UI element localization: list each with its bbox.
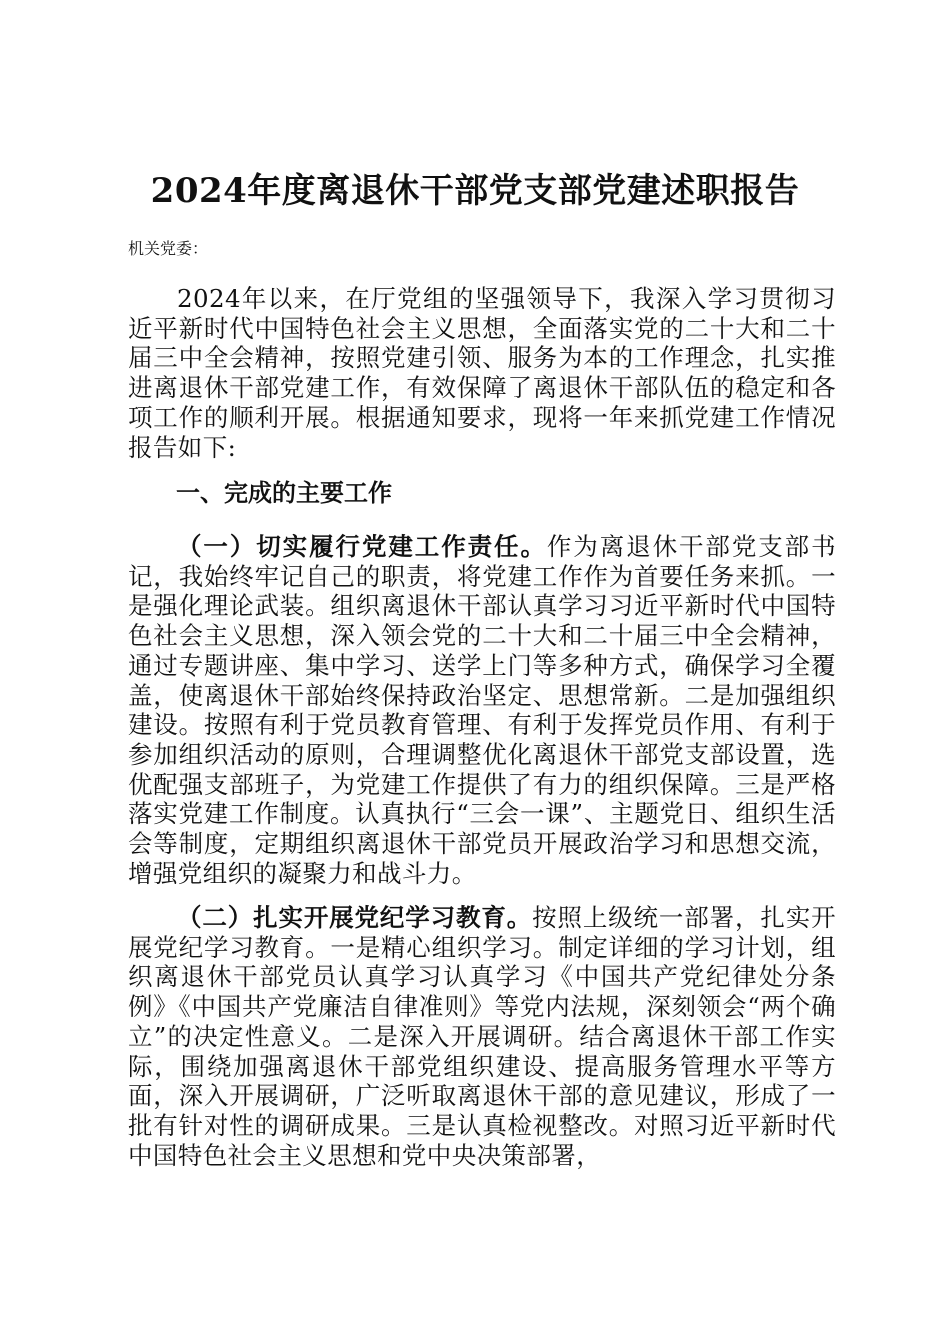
subsection-2-text: 按照上级统一部署，扎实开展党纪学习教育。一是精心组织学习。制定详细的学习计划，组织离退休干部党员认真学习认真学习《中国共产党纪律处分条例》《中国共产党廉洁自律准则》等党内法规，深刻领会“两个确立”的决定性意义。二是深入开展调研。结合离退休干部工作实际，围绕加强离退休干部党组织建设、提高服务管理水平等方面，深入开展调研，广泛听取离退休干部的意见建议，形成了一批有针对性的调研成果。三是认真检视整改。对照习近平新时代中国特色社会主义思想和党中央决策部署，: [128, 903, 836, 1170]
subsection-1-text: 作为离退休干部党支部书记，我始终牢记自己的职责，将党建工作作为首要任务来抓。一是强化理论武装。组织离退休干部认真学习习近平新时代中国特色社会主义思想，深入领会党的二十大和二十届三中全会精神，通过专题讲座、集中学习、送学上门等多种方式，确保学习全覆盖，使离退休干部始终保持政治坚定、思想常新。二是加强组织建设。按照有利于党员教育管理、有利于发挥党员作用、有利于参加组织活动的原则，合理调整优化离退休干部党支部设置，选优配强支部班子，为党建工作提供了有力的组织保障。三是严格落实党建工作制度。认真执行“三会一课”、主题党日、组织生活会等制度，定期组织离退休干部党员开展政治学习和思想交流，增强党组织的凝聚力和战斗力。: [128, 532, 836, 888]
section-heading: 一、完成的主要工作: [176, 479, 392, 507]
intro-paragraph: 2024年以来，在厅党组的坚强领导下，我深入学习贯彻习近平新时代中国特色社会主义思想，全面落实党的二十大和二十届三中全会精神，按照党建引领、服务为本的工作理念，扎实推进离退休干部党建工作，有效保障了离退休干部队伍的稳定和各项工作的顺利开展。根据通知要求，现将一年来抓党建工作情况报告如下:: [128, 284, 836, 462]
salutation: 机关党委：: [128, 239, 209, 258]
subsection-1-paragraph: [128, 532, 836, 888]
subsection-2-paragraph: [128, 903, 836, 1170]
subsection-2-heading: （二）扎实开展党纪学习教育。: [177, 903, 533, 932]
subsection-1-heading: （一）切实履行党建工作责任。: [177, 532, 547, 561]
document-title: 2024年度离退休干部党支部党建述职报告: [150, 171, 800, 211]
